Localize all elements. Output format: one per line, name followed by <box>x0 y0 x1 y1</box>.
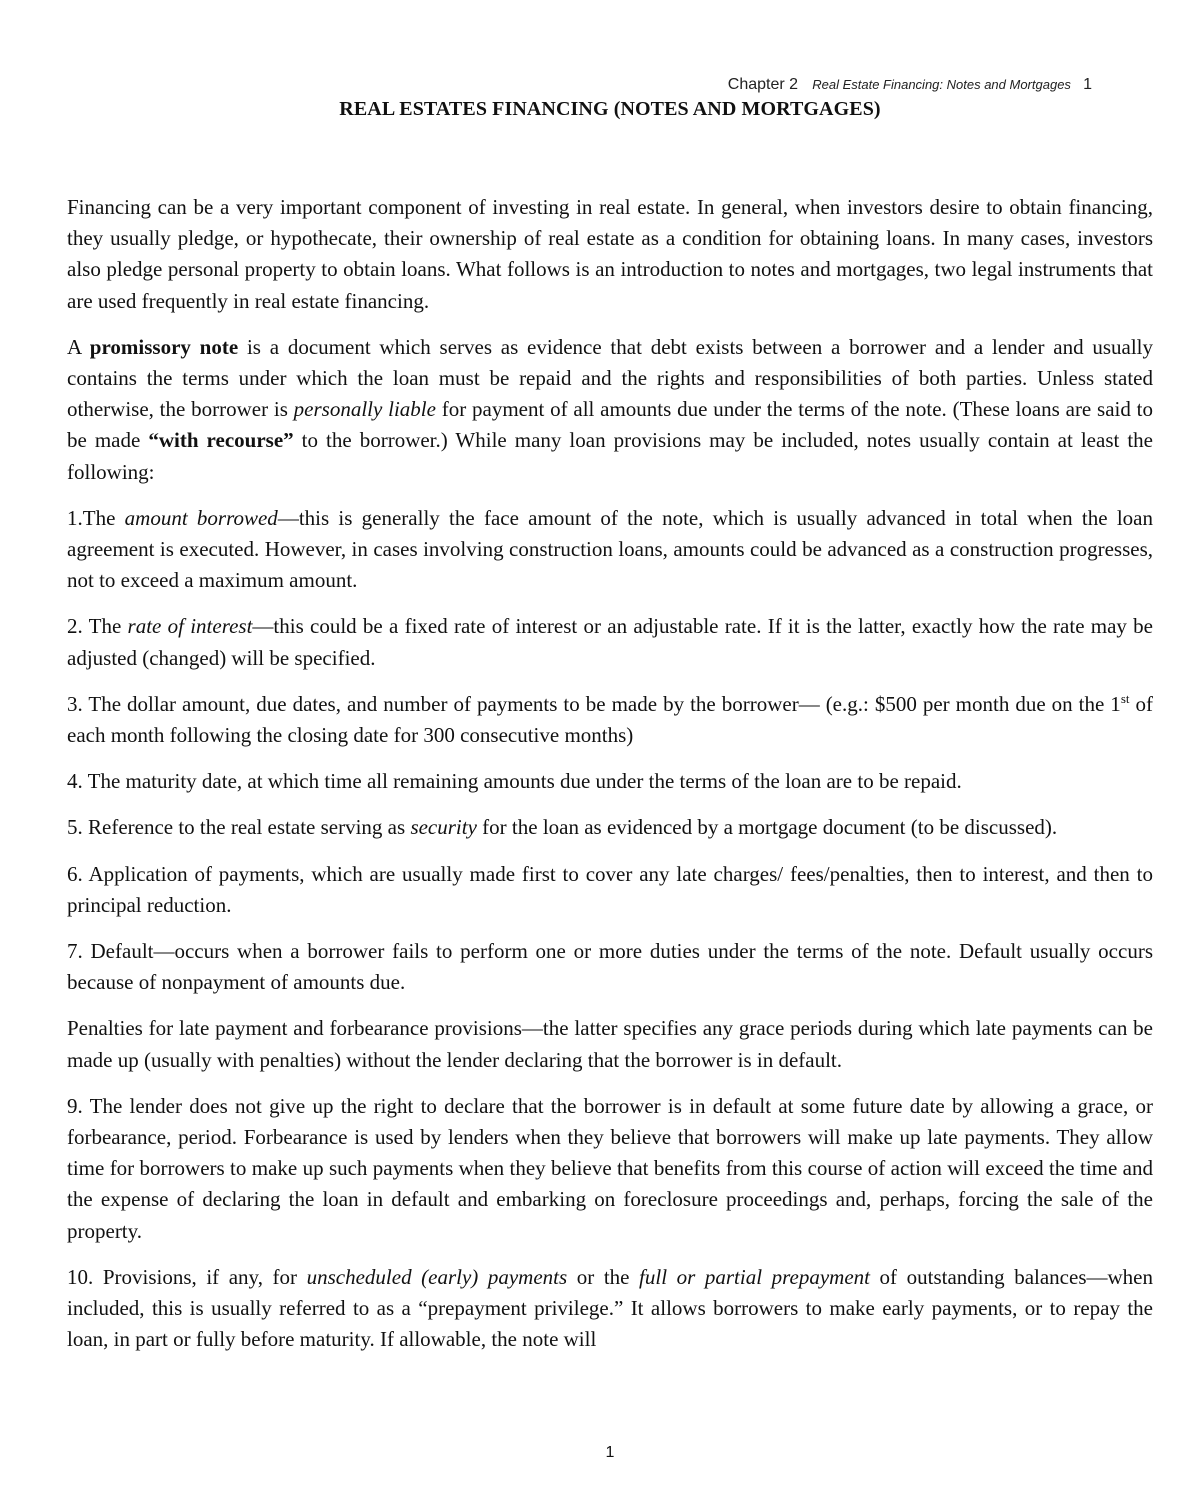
list-item-4: 4. The maturity date, at which time all remaining amounts due under the terms of the loan are to be repaid. <box>67 769 962 794</box>
list-item-1 <box>67 503 1153 597</box>
term-full-or-partial-prepayment: full or partial prepayment <box>639 1264 870 1289</box>
text-run: 10. Provisions, if any, for <box>67 1264 307 1289</box>
text-run: is a document which serves as evidence that debt exists between a borrower and a lender and usually contains the terms under which the loan must be repaid and the rights and responsibilities of both parties. Unless stated otherwise, the borrower is <box>67 334 1154 422</box>
list-item-5 <box>67 812 1153 843</box>
term-promissory-note: promissory note <box>89 334 239 359</box>
text-run: for the loan as evidenced by a mortgage document (to be discussed). <box>476 815 1058 840</box>
header-chapter: Chapter 2 <box>727 76 799 93</box>
paragraph-intro: Financing can be a very important component of investing in real estate. In general, when investors desire to obtain financing, they usually pledge, or hypothecate, their ownership of real estate as a condition for obtaining loans. In many cases, investors also pledge personal property to obtain loans. What follows is an introduction to notes and mortgages, two legal instruments that are used frequently in real estate financing. <box>67 195 1153 313</box>
footer-page-number: 1 <box>605 1444 615 1461</box>
header-page-number: 1 <box>1083 76 1092 93</box>
text-run: for payment of all amounts due under the terms of the note. (These loans are said to be made <box>67 397 1153 453</box>
list-item-8: Penalties for late payment and forbearance provisions—the latter specifies any grace periods during which late payments can be made up (usually with penalties) without the lender declaring that the borrower is in default. <box>67 1016 1153 1072</box>
list-item-9: 9. The lender does not give up the right to declare that the borrower is in default at some future date by allowing a grace, or forbearance, period. Forbearance is used by lenders when they believe that borrowers will make up late payments. They allow time for borrowers to make up such payments when they believe that benefits from this course of action will exceed the time and the expense of declaring the loan in default and embarking on foreclosure proceedings and, perhaps, forcing the sale of the property. <box>67 1093 1153 1243</box>
text-run: to the borrower.) While many loan provisions may be included, notes usually contain at least the following: <box>67 428 1154 484</box>
document-title: REAL ESTATES FINANCING (NOTES AND MORTGAGES) <box>339 98 881 120</box>
term-unscheduled-payments: unscheduled (early) payments <box>306 1264 568 1289</box>
running-header <box>728 76 1092 94</box>
text-run: 3. The dollar amount, due dates, and number of payments to be made by the borrower— (e.g.: $500 per month due on the 1 <box>67 691 1121 716</box>
text-run: 1.The <box>67 505 125 530</box>
list-item-2 <box>67 611 1153 673</box>
text-run: or the <box>567 1264 640 1289</box>
text-run: 5. Reference to the real estate serving as <box>67 815 411 840</box>
document-body <box>67 192 1153 1356</box>
superscript-st: st <box>1120 690 1130 706</box>
paragraph-promissory-note <box>67 332 1153 488</box>
list-item-7: 7. Default—occurs when a borrower fails to perform one or more duties under the terms of the note. Default usually occurs because of nonpayment of amounts due. <box>67 939 1153 995</box>
text-run: —this is generally the face amount of the note, which is usually advanced in total when the loan agreement is executed. However, in cases involving construction loans, amounts could be advanced as a construction progresses, not to exceed a maximum amount. <box>67 505 1153 593</box>
text-run: A <box>67 334 90 359</box>
text-run: of outstanding balances—when included, this is usually referred to as a “prepayment privilege.” It allows borrowers to make early payments, or to repay the loan, in part or fully before maturity. If allowable, the note will <box>67 1264 1153 1352</box>
list-item-3 <box>67 689 1153 751</box>
text-run: of each month following the closing date for 300 consecutive months) <box>67 691 1153 748</box>
term-rate-of-interest: rate of interest <box>127 614 253 639</box>
text-run: —this could be a fixed rate of interest or an adjustable rate. If it is the latter, exactly how the rate may be adjusted (changed) will be specified. <box>67 614 1153 670</box>
term-amount-borrowed: amount borrowed <box>124 505 278 530</box>
term-personally-liable: personally liable <box>293 397 436 422</box>
text-run: 2. The <box>67 614 128 639</box>
term-with-recourse: “with recourse” <box>148 428 294 453</box>
list-item-10 <box>67 1262 1153 1356</box>
list-item-6: 6. Application of payments, which are usually made first to cover any late charges/ fees/penalties, then to interest, and then to principal reduction. <box>67 861 1153 917</box>
header-title: Real Estate Financing: Notes and Mortgages <box>812 77 1071 92</box>
term-security: security <box>410 815 477 840</box>
